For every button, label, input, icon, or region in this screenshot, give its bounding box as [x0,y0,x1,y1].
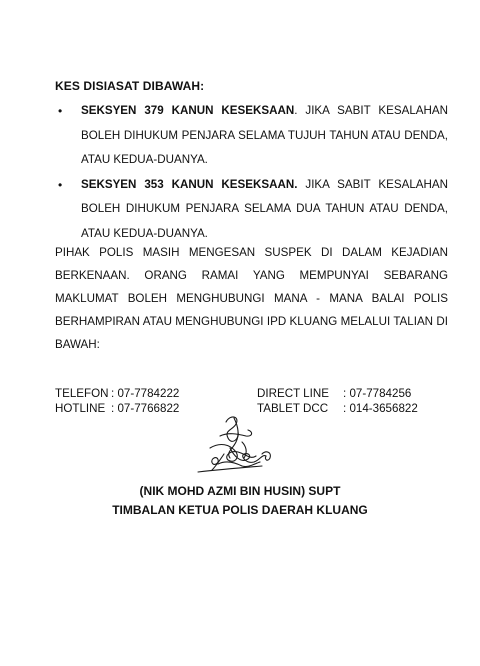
contact-label: TABLET DCC [257,402,329,415]
contact-number: : 07-7784222 [111,387,180,400]
contact-label: DIRECT LINE [257,387,329,400]
bullet-icon: • [58,177,63,192]
section-heading: KES DISIASAT DIBAWAH: [55,79,205,93]
offence-description: JIKA SABIT KESALAHAN BOLEH DIHUKUM PENJARA SELAMA DUA TAHUN ATAU DENDA, ATAU KEDUA-DUANYA. [81,177,448,240]
offence-section-label: SEKSYEN 379 KANUN KESEKSAAN [81,104,295,117]
offence-section-label: SEKSYEN 353 KANUN KESEKSAAN. [81,177,298,191]
handwritten-signature [190,412,290,478]
offence-item [55,173,448,247]
contact-row [55,386,455,401]
offence-item [55,99,448,173]
offence-description: . JIKA SABIT KESALAHAN BOLEH DIHUKUM PENJARA SELAMA TUJUH TAHUN ATAU DENDA, ATAU KEDUA-DUANYA. [81,104,448,166]
contact-number: : 07-7766822 [111,402,180,415]
signatory-title: TIMBALAN KETUA POLIS DAERAH KLUANG [112,503,368,517]
appeal-paragraph: PIHAK POLIS MASIH MENGESAN SUSPEK DI DALAM KEJADIAN BERKENAAN. ORANG RAMAI YANG MEMPUNYAI SEBARANG MAKLUMAT BOLEH MENGHUBUNGI MANA - MANA BALAI POLIS BERHAMPIRAN ATAU MENGHUBUNGI IPD KLUANG MELALUI TALIAN DI BAWAH: [55,246,448,351]
contact-label: TELEFON [55,387,109,400]
signatory-name: (NIK MOHD AZMI BIN HUSIN) SUPT [139,484,341,498]
contact-number: : 014-3656822 [343,402,418,415]
offence-list [55,99,448,246]
contact-label: HOTLINE [55,402,106,415]
contact-number: : 07-7784256 [343,387,412,400]
bullet-icon: • [58,104,63,118]
